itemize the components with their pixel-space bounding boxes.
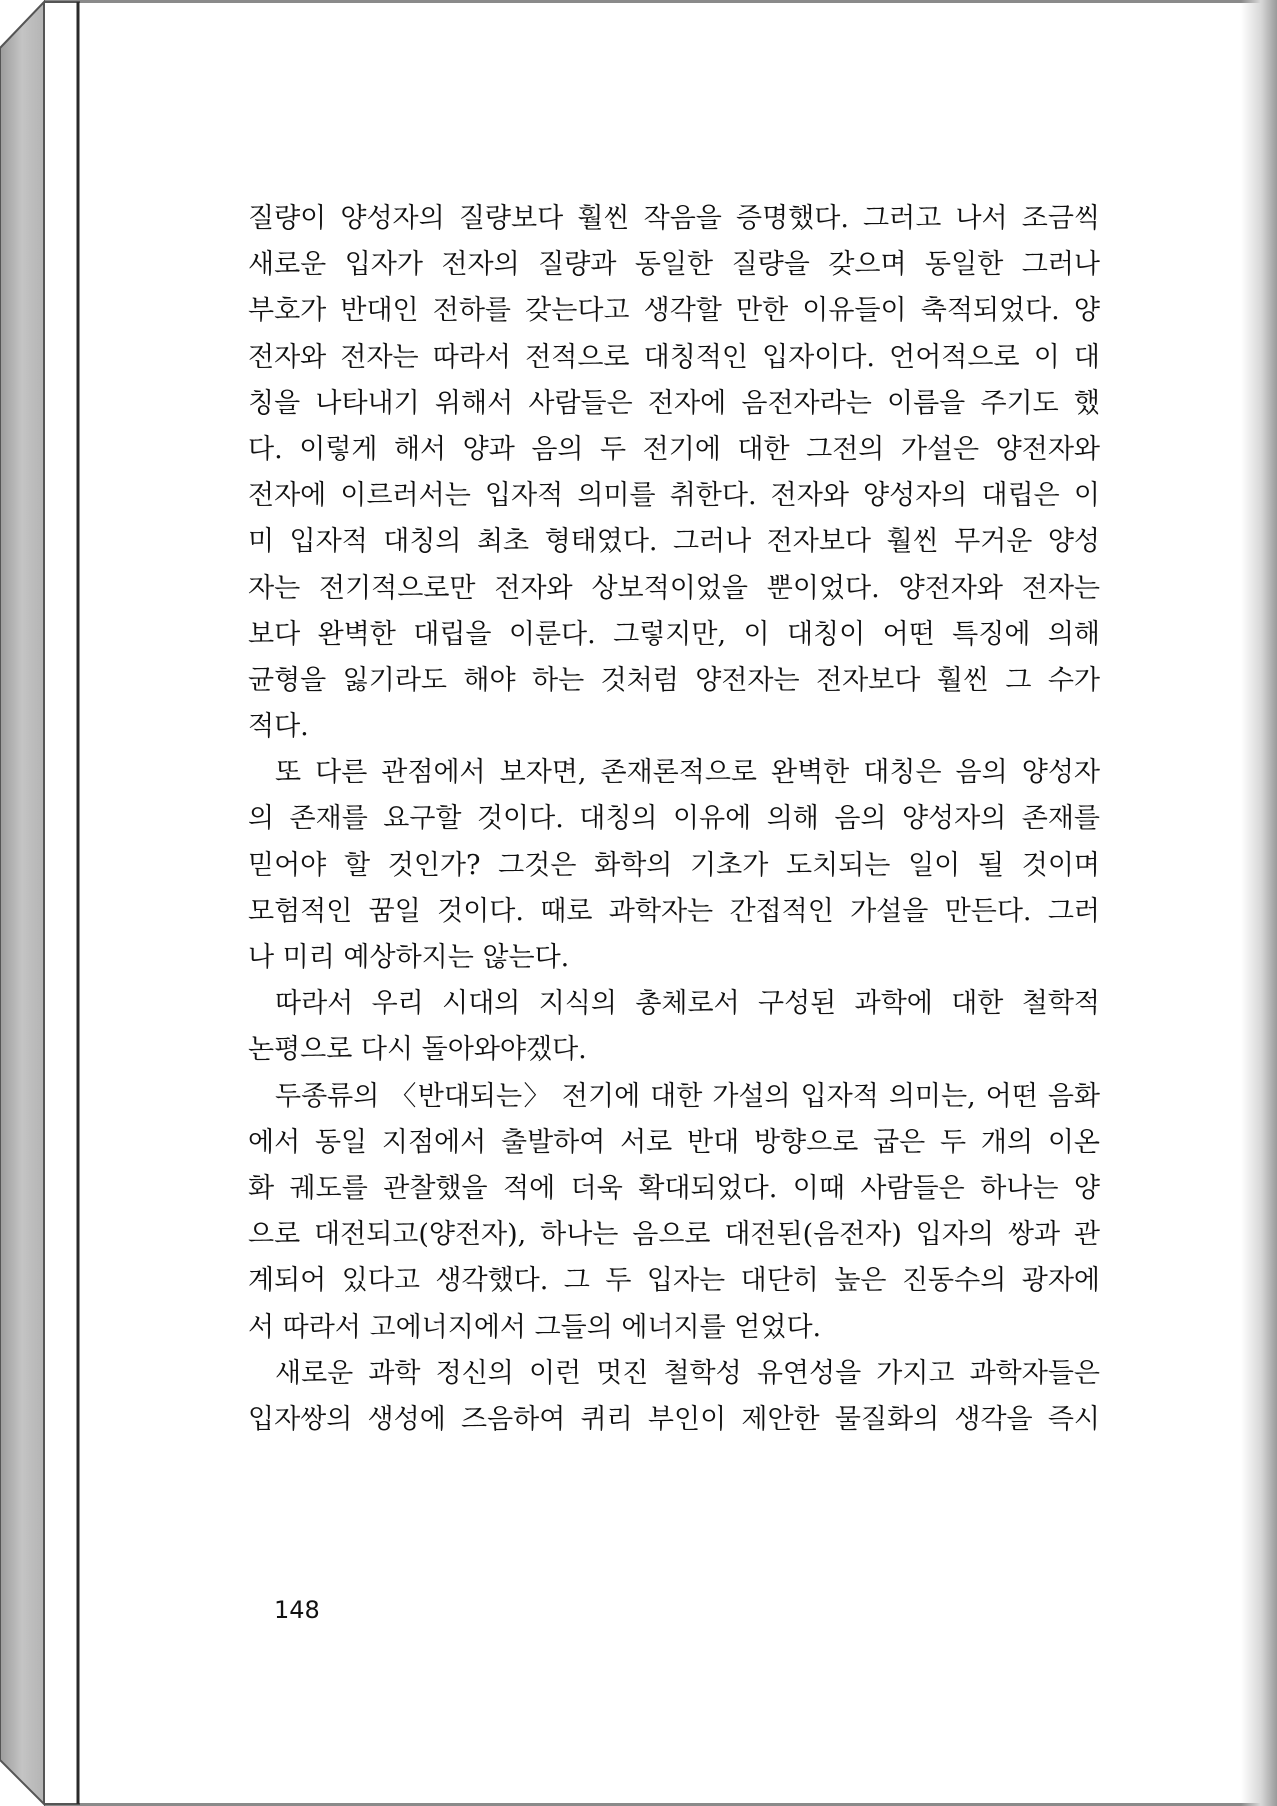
paragraph: [248, 196, 1100, 750]
text-line: 전자와 전자는 따라서 전적으로 대칭적인 입자이다. 언어적으로 이 대: [248, 341, 1100, 373]
text-line: 전자에 이르러서는 입자적 의미를 취한다. 전자와 양성자의 대립은 이: [248, 480, 1100, 512]
text-line: 따라서 우리 시대의 지식의 총체로서 구성된 과학에 대한 철학적: [275, 988, 1100, 1020]
paragraph: [248, 1351, 1100, 1443]
text-line: 부호가 반대인 전하를 갖는다고 생각할 만한 이유들이 축적되었다. 양: [248, 295, 1100, 327]
text-line: 새로운 입자가 전자의 질량과 동일한 질량을 갖으며 동일한 그러나: [248, 249, 1100, 281]
text-line: 다. 이렇게 해서 양과 음의 두 전기에 대한 그전의 가설은 양전자와: [248, 433, 1100, 465]
text-line: 화 궤도를 관찰했을 적에 더욱 확대되었다. 이때 사람들은 하나는 양: [248, 1172, 1100, 1204]
text-line: 믿어야 할 것인가? 그것은 화학의 기초가 도치되는 일이 될 것이며: [248, 849, 1100, 881]
text-line: 새로운 과학 정신의 이런 멋진 철학성 유연성을 가지고 과학자들은: [275, 1357, 1100, 1389]
text-line: 적다.: [248, 711, 309, 743]
text-line: 서 따라서 고에너지에서 그들의 에너지를 얻었다.: [248, 1311, 822, 1343]
page-number: 148: [274, 1596, 320, 1624]
book-spine-graphic: [0, 0, 80, 1806]
book-spine: [0, 0, 80, 1806]
text-line: 또 다른 관점에서 보자면, 존재론적으로 완벽한 대칭은 음의 양성자: [275, 757, 1100, 789]
text-line: 으로 대전되고(양전자), 하나는 음으로 대전된(음전자) 입자의 쌍과 관: [248, 1219, 1100, 1251]
paragraph: [248, 750, 1100, 981]
text-line: 자는 전기적으로만 전자와 상보적이었을 뿐이었다. 양전자와 전자는: [248, 572, 1100, 604]
page-top-edge: [44, 0, 1277, 3]
body-text: [248, 196, 1100, 1443]
paragraph: [248, 1074, 1100, 1351]
text-line: 의 존재를 요구할 것이다. 대칭의 이유에 의해 음의 양성자의 존재를: [248, 803, 1100, 835]
text-line: 계되어 있다고 생각했다. 그 두 입자는 대단히 높은 진동수의 광자에: [248, 1265, 1100, 1297]
text-line: 모험적인 꿈일 것이다. 때로 과학자는 간접적인 가설을 만든다. 그러: [248, 895, 1100, 927]
text-line: 질량이 양성자의 질량보다 훨씬 작음을 증명했다. 그러고 나서 조금씩: [248, 203, 1100, 234]
page-right-shadow: [1241, 0, 1277, 1806]
text-line: 논평으로 다시 돌아와야겠다.: [248, 1034, 587, 1066]
text-line: 입자쌍의 생성에 즈음하여 퀴리 부인이 제안한 물질화의 생각을 즉시: [248, 1403, 1100, 1435]
text-line: 나 미리 예상하지는 않는다.: [248, 942, 570, 973]
text-line: 두종류의 〈반대되는〉 전기에 대한 가설의 입자적 의미는, 어떤 음화: [275, 1080, 1100, 1112]
paragraph: [248, 981, 1100, 1073]
text-line: 에서 동일 지점에서 출발하여 서로 반대 방향으로 굽은 두 개의 이온: [248, 1126, 1100, 1158]
text-line: 균형을 잃기라도 해야 하는 것처럼 양전자는 전자보다 훨씬 그 수가: [248, 664, 1100, 696]
text-line: 칭을 나타내기 위해서 사람들은 전자에 음전자라는 이름을 주기도 했: [248, 387, 1100, 419]
text-line: 보다 완벽한 대립을 이룬다. 그렇지만, 이 대칭이 어떤 특징에 의해: [248, 618, 1100, 650]
text-line: 미 입자적 대칭의 최초 형태였다. 그러나 전자보다 훨씬 무거운 양성: [248, 526, 1100, 558]
